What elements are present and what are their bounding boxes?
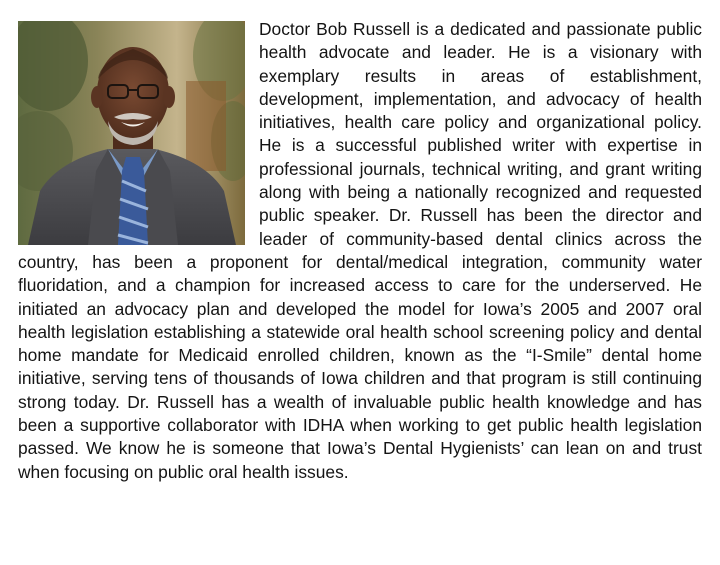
portrait-illustration bbox=[18, 21, 245, 245]
portrait-photo bbox=[18, 21, 245, 245]
bio-paragraph: Doctor Bob Russell is a dedicated and passionate public health advocate and leader. He is a visionary with exemplary results in areas of establishment, development, implementation, and advocacy of health initiatives, health care policy and organizational policy. He is a successful published writer with expertise in professional journals, technical writing, and grant writing along with being a nationally recognized and requested public speaker. Dr. Russell has been the director and leader of community-based dental clinics across the country, has been a proponent for dental/medical integration, community water fluoridation, and a champion for increased access to care for the underserved. He initiated an advocacy plan and developed the model for Iowa’s 2005 and 2007 oral health legislation establishing a statewide oral health school screening policy and dental home mandate for Medicaid enrolled children, known as the “I-Smile” dental home initiative, serving tens of thousands of Iowa children and that program is still continuing strong today. Dr. Russell has a wealth of invaluable public health knowledge and has been a supportive collaborator with IDHA when working to get public health legislation passed. We know he is someone that Iowa’s Dental Hygienists’ can lean on and trust when focusing on public oral health issues. bbox=[18, 19, 702, 482]
bio-section bbox=[18, 18, 702, 484]
